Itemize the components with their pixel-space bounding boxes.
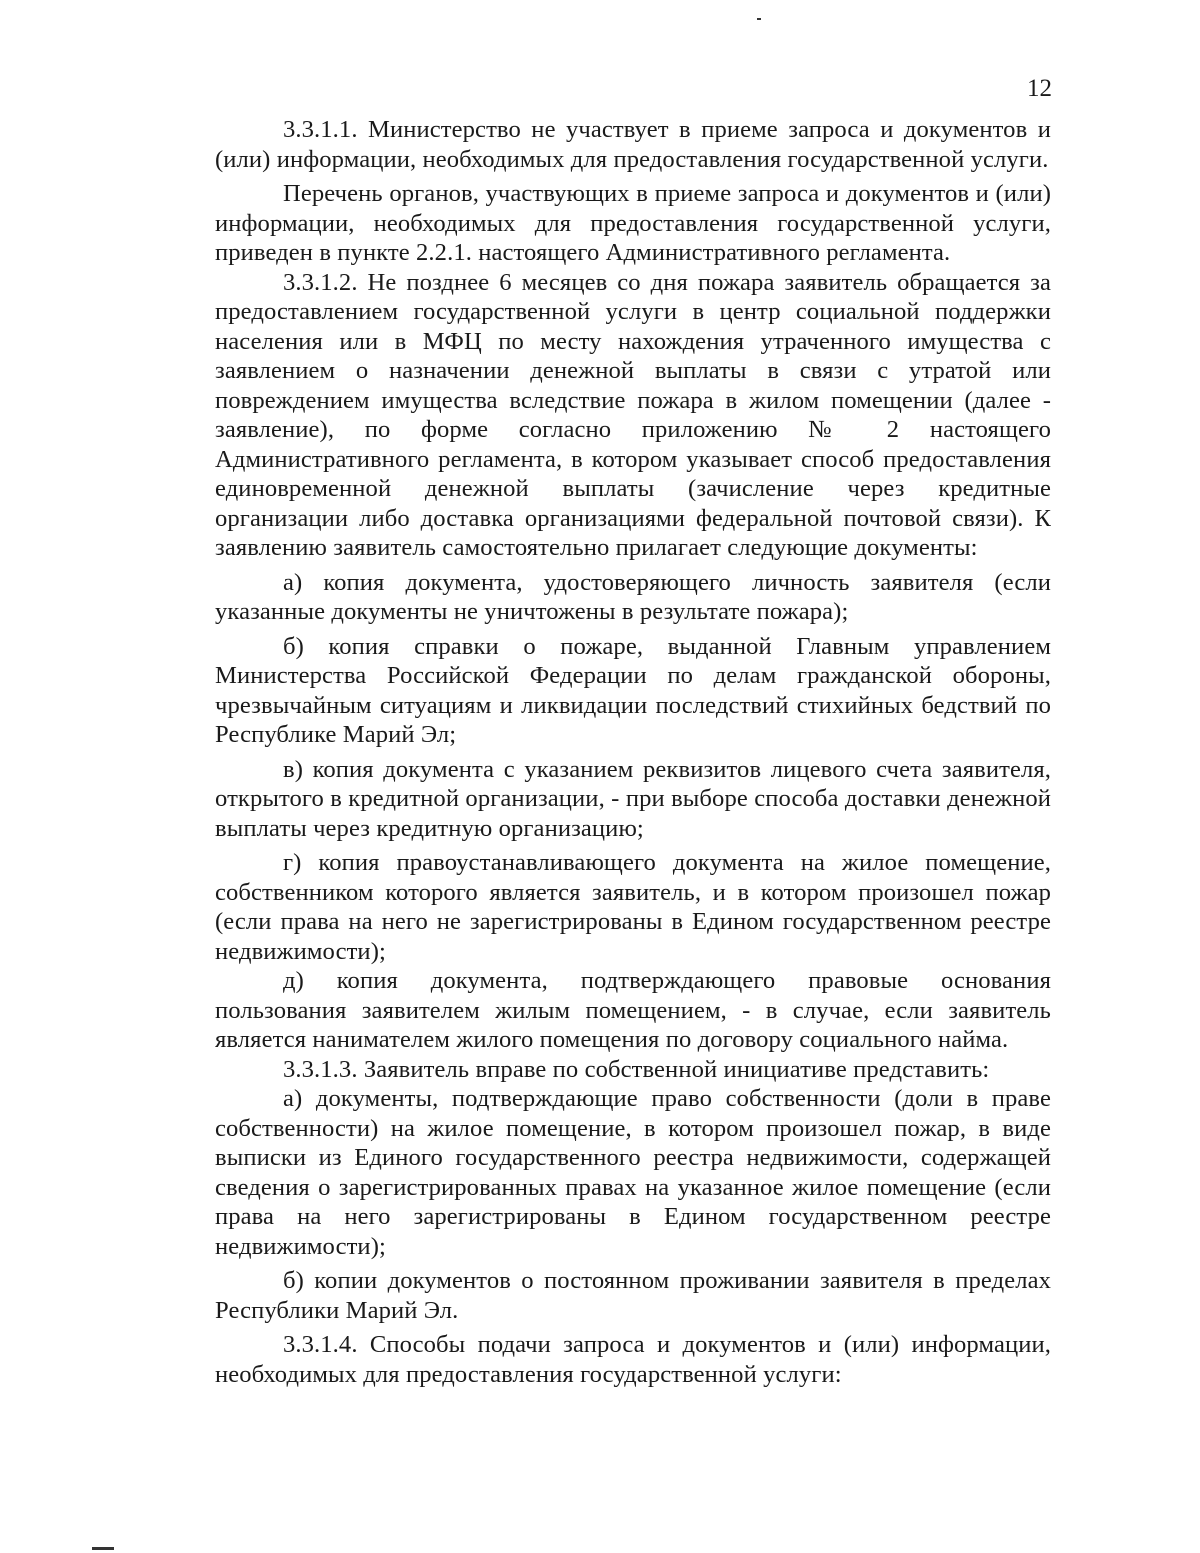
list-item-a: а) копия документа, удостоверяющего личность заявителя (если указанные документы не уничтожены в результате пожара); bbox=[215, 568, 1051, 625]
paragraph-3-3-1-4: 3.3.1.4. Способы подачи запроса и документов и (или) информации, необходимых для предоставления государственной услуги: bbox=[215, 1331, 1051, 1388]
paragraph-organs-list: Перечень органов, участвующих в приеме запроса и документов и (или) информации, необходимых для предоставления государственной услуги, приведен в пункте 2.2.1. настоящего Административного регламента. bbox=[215, 180, 1051, 266]
page-number: 12 bbox=[1027, 75, 1052, 102]
optional-item-b: б) копии документов о постоянном проживании заявителя в пределах Республики Марий Эл. bbox=[215, 1267, 1051, 1324]
scan-edge-mark bbox=[92, 1547, 114, 1550]
scan-speck bbox=[757, 18, 761, 20]
document-body bbox=[215, 115, 1051, 1389]
list-item-v: в) копия документа с указанием реквизитов лицевого счета заявителя, открытого в кредитной организации, - при выборе способа доставки денежной выплаты через кредитную организацию; bbox=[215, 755, 1051, 842]
paragraph-3-3-1-3: 3.3.1.3. Заявитель вправе по собственной инициативе представить: bbox=[283, 1055, 990, 1083]
list-item-b: б) копия справки о пожаре, выданной Главным управлением Министерства Российской Федерации по делам гражданской обороны, чрезвычайным ситуациям и ликвидации последствий стихийных бедствий по Республике Марий Эл; bbox=[215, 632, 1051, 748]
paragraph-3-3-1-1: 3.3.1.1. Министерство не участвует в приеме запроса и документов и (или) информации, необходимых для предоставления государственной услуги. bbox=[215, 116, 1051, 173]
list-item-d: д) копия документа, подтверждающего правовые основания пользования заявителем жилым помещением, - в случае, если заявитель является нанимателем жилого помещения по договору социального найма. bbox=[215, 967, 1051, 1053]
optional-item-a: а) документы, подтверждающие право собственности (доли в праве собственности) на жилое помещение, в котором произошел пожар, в виде выписки из Единого государственного реестра недвижимости, содержащей сведения о зарегистрированных правах на указанное жилое помещение (если права на него зарегистрированы в Едином государственном реестре недвижимости); bbox=[215, 1085, 1051, 1260]
list-item-g: г) копия правоустанавливающего документа на жилое помещение, собственником которого является заявитель, и в котором произошел пожар (если права на него не зарегистрированы в Едином государственном реестре недвижимости); bbox=[215, 849, 1051, 965]
paragraph-3-3-1-2: 3.3.1.2. Не позднее 6 месяцев со дня пожара заявитель обращается за предоставлением государственной услуги в центр социальной поддержки населения или в МФЦ по месту нахождения утраченного имущества с заявлением о назначении денежной выплаты в связи с утратой или повреждением имущества вследствие пожара в жилом помещении (далее - заявление), по форме согласно приложению № 2 настоящего Административного регламента, в котором указывает способ предоставления единовременной денежной выплаты (зачисление через кредитные организации либо доставка организациями федеральной почтовой связи). К заявлению заявитель самостоятельно прилагает следующие документы: bbox=[215, 268, 1051, 561]
